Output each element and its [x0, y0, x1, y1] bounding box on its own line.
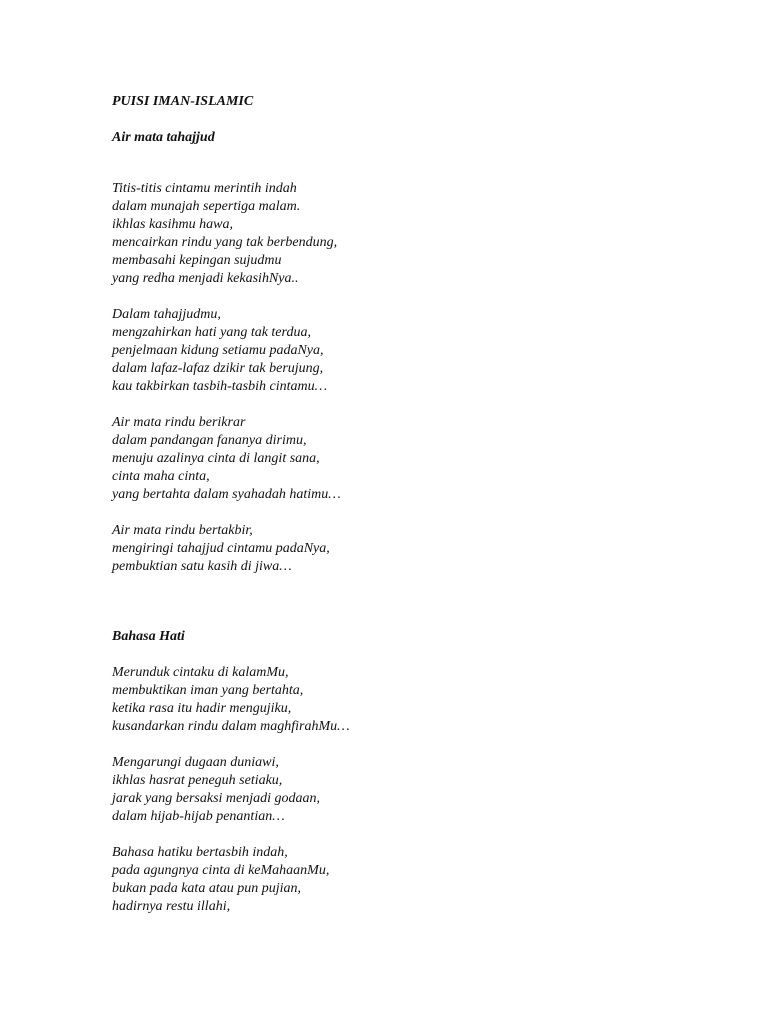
poem-line: ketika rasa itu hadir mengujiku, [112, 701, 292, 716]
stanza-3 [112, 844, 632, 916]
poem-line: ikhlas kasihmu hawa, [112, 217, 233, 232]
poem-line: Bahasa hatiku bertasbih indah, [112, 845, 288, 860]
poem-line: menuju azalinya cinta di langit sana, [112, 451, 320, 466]
poem-line: membuktikan iman yang bertahta, [112, 683, 304, 698]
stanza-2 [112, 754, 632, 826]
poem-line: pada agungnya cinta di keMahaanMu, [112, 863, 330, 878]
poem-line: hadirnya restu illahi, [112, 899, 231, 914]
poem-title-bahasa-hati: Bahasa Hati [112, 629, 185, 644]
poem-line: ikhlas hasrat peneguh setiaku, [112, 773, 283, 788]
poem-line: kusandarkan rindu dalam maghfirahMu… [112, 719, 350, 734]
poem-line: dalam pandangan fananya dirimu, [112, 433, 307, 448]
poem-line: dalam hijab-hijab penantian… [112, 809, 285, 824]
poem-line: yang bertahta dalam syahadah hatimu… [112, 487, 341, 502]
poem-line: cinta maha cinta, [112, 469, 210, 484]
poem-line: mencairkan rindu yang tak berbendung, [112, 235, 338, 250]
poem-line: jarak yang bersaksi menjadi godaan, [112, 791, 321, 806]
stanza-3 [112, 414, 632, 504]
document-title: PUISI IMAN-ISLAMIC [112, 94, 254, 109]
poem-line: penjelmaan kidung setiamu padaNya, [112, 343, 324, 358]
poem-bahasa-hati [112, 664, 632, 934]
poem-line: pembuktian satu kasih di jiwa… [112, 559, 292, 574]
stanza-2 [112, 306, 632, 396]
poem-line: Dalam tahajjudmu, [112, 307, 221, 322]
poem-line: mengiringi tahajjud cintamu padaNya, [112, 541, 330, 556]
stanza-4 [112, 522, 632, 576]
poem-line: dalam lafaz-lafaz dzikir tak berujung, [112, 361, 324, 376]
stanza-1 [112, 180, 632, 288]
poem-line: mengzahirkan hati yang tak terdua, [112, 325, 311, 340]
poem-line: yang redha menjadi kekasihNya.. [112, 271, 299, 286]
poem-air-mata-tahajjud [112, 180, 632, 594]
poem-line: Air mata rindu berikrar [112, 415, 246, 430]
poem-line: kau takbirkan tasbih-tasbih cintamu… [112, 379, 328, 394]
poem-line: bukan pada kata atau pun pujian, [112, 881, 301, 896]
poem-title-air-mata-tahajjud: Air mata tahajjud [112, 130, 215, 145]
stanza-1 [112, 664, 632, 736]
poem-line: Mengarungi dugaan duniawi, [112, 755, 279, 770]
poem-line: dalam munajah sepertiga malam. [112, 199, 301, 214]
poem-line: Titis-titis cintamu merintih indah [112, 181, 297, 196]
poem-line: Air mata rindu bertakbir, [112, 523, 253, 538]
poem-line: membasahi kepingan sujudmu [112, 253, 282, 268]
poem-line: Merunduk cintaku di kalamMu, [112, 665, 289, 680]
